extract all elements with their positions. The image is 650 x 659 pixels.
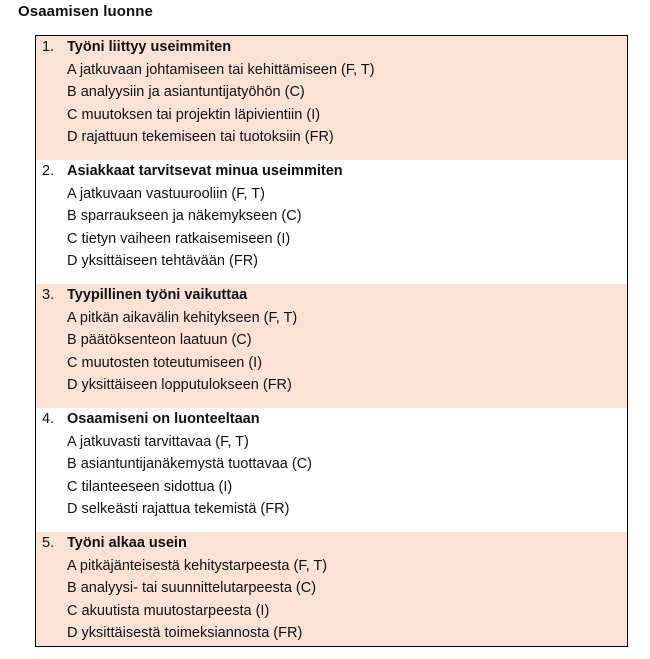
option-d: D yksittäiseen lopputulokseen (FR) xyxy=(67,377,292,394)
option-d: D yksittäisestä toimeksiannosta (FR) xyxy=(67,625,303,642)
question-title: Tyypillinen työni vaikuttaa xyxy=(67,287,248,303)
question-heading xyxy=(42,408,627,431)
question-number: 5. xyxy=(42,535,55,551)
option-c: C tietyn vaiheen ratkaisemiseen (I) xyxy=(67,230,291,247)
question-number: 3. xyxy=(42,287,55,303)
page-title: Osaamisen luonne xyxy=(18,3,153,20)
option-c: C akuutista muutostarpeesta (I) xyxy=(67,602,270,619)
option-b: B asiantuntijanäkemystä tuottavaa (C) xyxy=(67,456,313,473)
question-section-3 xyxy=(36,284,627,408)
questionnaire-box xyxy=(35,35,628,647)
question-section-4 xyxy=(36,408,627,532)
option-d: D selkeästi rajattua tekemistä (FR) xyxy=(67,501,290,518)
question-section-2 xyxy=(36,160,627,284)
question-number: 1. xyxy=(42,39,55,55)
question-section-5 xyxy=(36,532,627,646)
question-title: Työni liittyy useimmiten xyxy=(67,39,232,55)
option-b: B päätöksenteon laatuun (C) xyxy=(67,332,252,349)
question-heading xyxy=(42,284,627,307)
question-number: 4. xyxy=(42,411,55,427)
question-number: 2. xyxy=(42,163,55,179)
option-a: A pitkäjänteisestä kehitystarpeesta (F, T) xyxy=(67,557,328,574)
option-a: A jatkuvaan johtamiseen tai kehittämiseen (F, T) xyxy=(67,61,375,78)
question-heading xyxy=(42,160,627,183)
option-a: A jatkuvasti tarvittavaa (F, T) xyxy=(67,433,249,450)
question-section-1 xyxy=(36,36,627,160)
option-c: C muutoksen tai projektin läpivientiin (I) xyxy=(67,106,321,123)
option-d: D yksittäiseen tehtävään (FR) xyxy=(67,253,258,270)
question-title: Osaamiseni on luonteeltaan xyxy=(67,411,260,427)
option-b: B analyysi- tai suunnittelutarpeesta (C) xyxy=(67,580,317,597)
option-d: D rajattuun tekemiseen tai tuotoksiin (FR) xyxy=(67,129,334,146)
question-title: Työni alkaa usein xyxy=(67,535,187,551)
option-b: B analyysiin ja asiantuntijatyöhön (C) xyxy=(67,84,305,101)
question-heading xyxy=(42,36,627,59)
question-heading xyxy=(42,532,627,555)
question-title: Asiakkaat tarvitsevat minua useimmiten xyxy=(67,163,343,179)
option-c: C muutosten toteutumiseen (I) xyxy=(67,354,263,371)
option-c: C tilanteeseen sidottua (I) xyxy=(67,478,233,495)
option-a: A jatkuvaan vastuurooliin (F, T) xyxy=(67,185,265,202)
option-b: B sparraukseen ja näkemykseen (C) xyxy=(67,208,302,225)
option-a: A pitkän aikavälin kehitykseen (F, T) xyxy=(67,309,298,326)
